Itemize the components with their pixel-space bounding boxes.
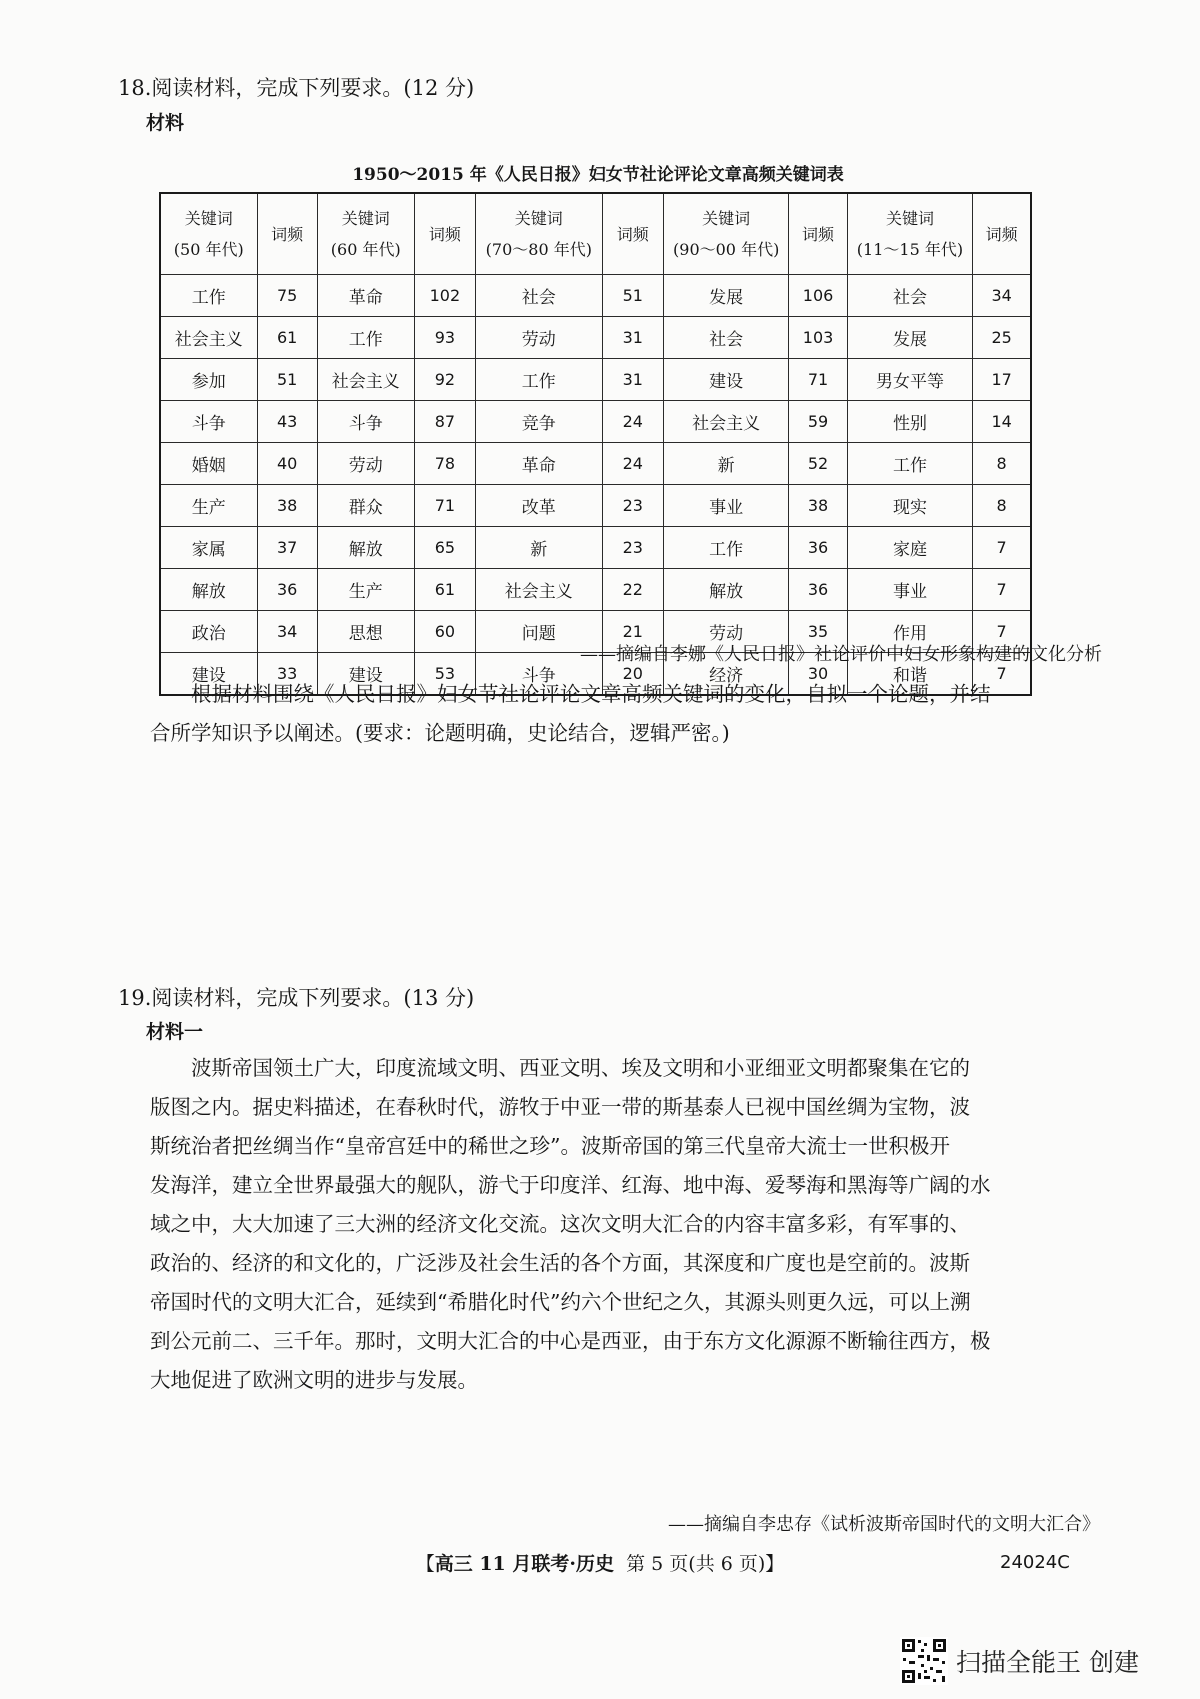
freq-cell: 36 <box>257 569 317 611</box>
header-keyword-50s: 关键词 (50 年代) <box>160 193 257 275</box>
footer-bracket: 【 <box>415 1553 435 1575</box>
keyword-cell: 发展 <box>663 275 789 317</box>
scanner-watermark <box>900 1637 1139 1685</box>
freq-cell: 7 <box>973 569 1031 611</box>
q19-material-label: 材料一 <box>146 1021 204 1043</box>
table-row <box>160 275 1031 317</box>
keyword-cell: 问题 <box>476 611 603 653</box>
freq-cell: 24 <box>602 443 663 485</box>
keyword-cell: 新 <box>663 443 789 485</box>
q18-task-line-1: 根据材料围绕《人民日报》妇女节社论评论文章高频关键词的变化，自拟一个论题，并结 <box>191 682 991 706</box>
freq-cell: 21 <box>602 611 663 653</box>
keyword-cell: 工作 <box>317 317 414 359</box>
keyword-cell: 劳动 <box>663 611 789 653</box>
keyword-cell: 参加 <box>160 359 257 401</box>
keyword-cell: 工作 <box>663 527 789 569</box>
keyword-cell: 生产 <box>160 485 257 527</box>
freq-cell: 14 <box>973 401 1031 443</box>
freq-cell: 40 <box>257 443 317 485</box>
footer-page-info: 第 5 页(共 6 页) <box>626 1553 766 1575</box>
table-row <box>160 359 1031 401</box>
keyword-cell: 群众 <box>317 485 414 527</box>
keyword-cell: 解放 <box>160 569 257 611</box>
freq-cell: 24 <box>602 401 663 443</box>
q19-line: 大地促进了欧洲文明的进步与发展。 <box>150 1368 478 1392</box>
freq-cell: 7 <box>973 653 1031 696</box>
q19-line: 帝国时代的文明大汇合，延续到“希腊化时代”约六个世纪之久，其源头则更久远，可以上溯 <box>150 1290 971 1314</box>
freq-cell: 71 <box>789 359 847 401</box>
keyword-cell: 事业 <box>847 569 973 611</box>
keyword-cell: 斗争 <box>476 653 603 696</box>
keyword-cell: 斗争 <box>160 401 257 443</box>
keyword-cell: 革命 <box>476 443 603 485</box>
freq-cell: 37 <box>257 527 317 569</box>
keyword-cell: 建设 <box>317 653 414 696</box>
keyword-cell: 男女平等 <box>847 359 973 401</box>
keyword-cell: 改革 <box>476 485 603 527</box>
freq-cell: 34 <box>257 611 317 653</box>
q18-material-label: 材料 <box>146 112 185 134</box>
freq-cell: 51 <box>257 359 317 401</box>
header-keyword-60s: 关键词 (60 年代) <box>317 193 414 275</box>
q18-task <box>150 675 1080 753</box>
keyword-cell: 作用 <box>847 611 973 653</box>
freq-cell: 78 <box>414 443 475 485</box>
table-row <box>160 485 1031 527</box>
freq-cell: 17 <box>973 359 1031 401</box>
keyword-cell: 婚姻 <box>160 443 257 485</box>
header-keyword-70s-80s: 关键词 (70～80 年代) <box>476 193 603 275</box>
freq-cell: 53 <box>414 653 475 696</box>
q19-source: ——摘编自李忠存《试析波斯帝国时代的文明大汇合》 <box>668 1514 1100 1535</box>
keyword-cell: 性别 <box>847 401 973 443</box>
freq-cell: 92 <box>414 359 475 401</box>
keyword-cell: 工作 <box>847 443 973 485</box>
keyword-cell: 社会 <box>847 275 973 317</box>
keyword-cell: 革命 <box>317 275 414 317</box>
keyword-cell: 社会 <box>663 317 789 359</box>
freq-cell: 61 <box>257 317 317 359</box>
keyword-cell: 社会主义 <box>663 401 789 443</box>
table-row <box>160 317 1031 359</box>
freq-cell: 36 <box>789 527 847 569</box>
freq-cell: 35 <box>789 611 847 653</box>
scanner-watermark-text: 扫描全能王 创建 <box>956 1648 1139 1677</box>
freq-cell: 71 <box>414 485 475 527</box>
keyword-cell: 社会 <box>476 275 603 317</box>
keyword-cell: 家属 <box>160 527 257 569</box>
q19-line: 斯统治者把丝绸当作“皇帝宫廷中的稀世之珍”。波斯帝国的第三代皇帝大流士一世积极开 <box>150 1134 950 1158</box>
freq-cell: 38 <box>789 485 847 527</box>
q19-heading: 19.阅读材料，完成下列要求。(13 分) <box>118 986 475 1010</box>
freq-cell: 8 <box>973 485 1031 527</box>
q19-line: 域之中，大大加速了三大洲的经济文化交流。这次文明大汇合的内容丰富多彩，有军事的、 <box>150 1212 970 1236</box>
footer-bracket: 】 <box>765 1553 785 1575</box>
footer-dot: · <box>569 1553 576 1575</box>
keyword-cell: 家庭 <box>847 527 973 569</box>
keyword-cell: 社会主义 <box>160 317 257 359</box>
q19-line: 发海洋，建立全世界最强大的舰队，游弋于印度洋、红海、地中海、爱琴海和黑海等广阔的水 <box>150 1173 991 1197</box>
freq-cell: 22 <box>602 569 663 611</box>
header-freq: 词频 <box>414 193 475 275</box>
header-freq: 词频 <box>257 193 317 275</box>
table-row <box>160 443 1031 485</box>
keyword-cell: 建设 <box>160 653 257 696</box>
keyword-cell: 现实 <box>847 485 973 527</box>
freq-cell: 7 <box>973 527 1031 569</box>
keyword-cell: 解放 <box>317 527 414 569</box>
freq-cell: 51 <box>602 275 663 317</box>
freq-cell: 102 <box>414 275 475 317</box>
table-body <box>160 275 1031 696</box>
freq-cell: 34 <box>973 275 1031 317</box>
keyword-cell: 建设 <box>663 359 789 401</box>
exam-code: 24024C <box>1000 1552 1070 1573</box>
qr-code-icon <box>900 1637 948 1685</box>
table-title: 1950～2015 年《人民日报》妇女节社论评论文章高频关键词表 <box>352 165 844 185</box>
freq-cell: 61 <box>414 569 475 611</box>
header-freq: 词频 <box>602 193 663 275</box>
q19-material-text <box>150 1049 1080 1400</box>
freq-cell: 36 <box>789 569 847 611</box>
table-header-row <box>160 193 1031 275</box>
table-row <box>160 569 1031 611</box>
freq-cell: 7 <box>973 611 1031 653</box>
freq-cell: 106 <box>789 275 847 317</box>
freq-cell: 20 <box>602 653 663 696</box>
keyword-frequency-table <box>159 192 1032 696</box>
keyword-cell: 和谐 <box>847 653 973 696</box>
table-row <box>160 401 1031 443</box>
freq-cell: 33 <box>257 653 317 696</box>
header-keyword-11-15: 关键词 (11～15 年代) <box>847 193 973 275</box>
q19-line: 到公元前二、三千年。那时，文明大汇合的中心是西亚，由于东方文化源源不断输往西方，极 <box>150 1329 991 1353</box>
keyword-cell: 发展 <box>847 317 973 359</box>
freq-cell: 8 <box>973 443 1031 485</box>
q19-line: 版图之内。据史料描述，在春秋时代，游牧于中亚一带的斯基泰人已视中国丝绸为宝物，波 <box>150 1095 970 1119</box>
keyword-cell: 劳动 <box>317 443 414 485</box>
table-row <box>160 527 1031 569</box>
keyword-cell: 工作 <box>160 275 257 317</box>
q19-line: 政治的、经济的和文化的，广泛涉及社会生活的各个方面，其深度和广度也是空前的。波斯 <box>150 1251 970 1275</box>
header-freq: 词频 <box>789 193 847 275</box>
freq-cell: 23 <box>602 527 663 569</box>
footer-subject: 历史 <box>576 1553 615 1575</box>
freq-cell: 52 <box>789 443 847 485</box>
keyword-cell: 事业 <box>663 485 789 527</box>
keyword-cell: 解放 <box>663 569 789 611</box>
freq-cell: 25 <box>973 317 1031 359</box>
q19-line: 波斯帝国领土广大，印度流域文明、西亚文明、埃及文明和小亚细亚文明都聚集在它的 <box>191 1056 970 1080</box>
keyword-cell: 新 <box>476 527 603 569</box>
keyword-cell: 社会主义 <box>317 359 414 401</box>
header-keyword-90s-00s: 关键词 (90～00 年代) <box>663 193 789 275</box>
keyword-cell: 劳动 <box>476 317 603 359</box>
keyword-cell: 思想 <box>317 611 414 653</box>
keyword-cell: 政治 <box>160 611 257 653</box>
freq-cell: 87 <box>414 401 475 443</box>
footer-exam: 高三 11 月联考 <box>434 1553 570 1575</box>
keyword-cell: 生产 <box>317 569 414 611</box>
freq-cell: 75 <box>257 275 317 317</box>
freq-cell: 23 <box>602 485 663 527</box>
keyword-cell: 工作 <box>476 359 603 401</box>
freq-cell: 30 <box>789 653 847 696</box>
freq-cell: 103 <box>789 317 847 359</box>
freq-cell: 59 <box>789 401 847 443</box>
keyword-cell: 社会主义 <box>476 569 603 611</box>
freq-cell: 31 <box>602 359 663 401</box>
keyword-cell: 斗争 <box>317 401 414 443</box>
freq-cell: 43 <box>257 401 317 443</box>
q18-source: ——摘编自李娜《人民日报》社论评价中妇女形象构建的文化分析 <box>580 644 1102 665</box>
keyword-cell: 经济 <box>663 653 789 696</box>
freq-cell: 65 <box>414 527 475 569</box>
freq-cell: 60 <box>414 611 475 653</box>
freq-cell: 31 <box>602 317 663 359</box>
header-freq: 词频 <box>973 193 1031 275</box>
q18-heading: 18.阅读材料，完成下列要求。(12 分) <box>118 76 475 100</box>
freq-cell: 38 <box>257 485 317 527</box>
keyword-cell: 竞争 <box>476 401 603 443</box>
q18-task-line-2: 合所学知识予以阐述。(要求：论题明确，史论结合，逻辑严密。) <box>150 721 730 745</box>
freq-cell: 93 <box>414 317 475 359</box>
